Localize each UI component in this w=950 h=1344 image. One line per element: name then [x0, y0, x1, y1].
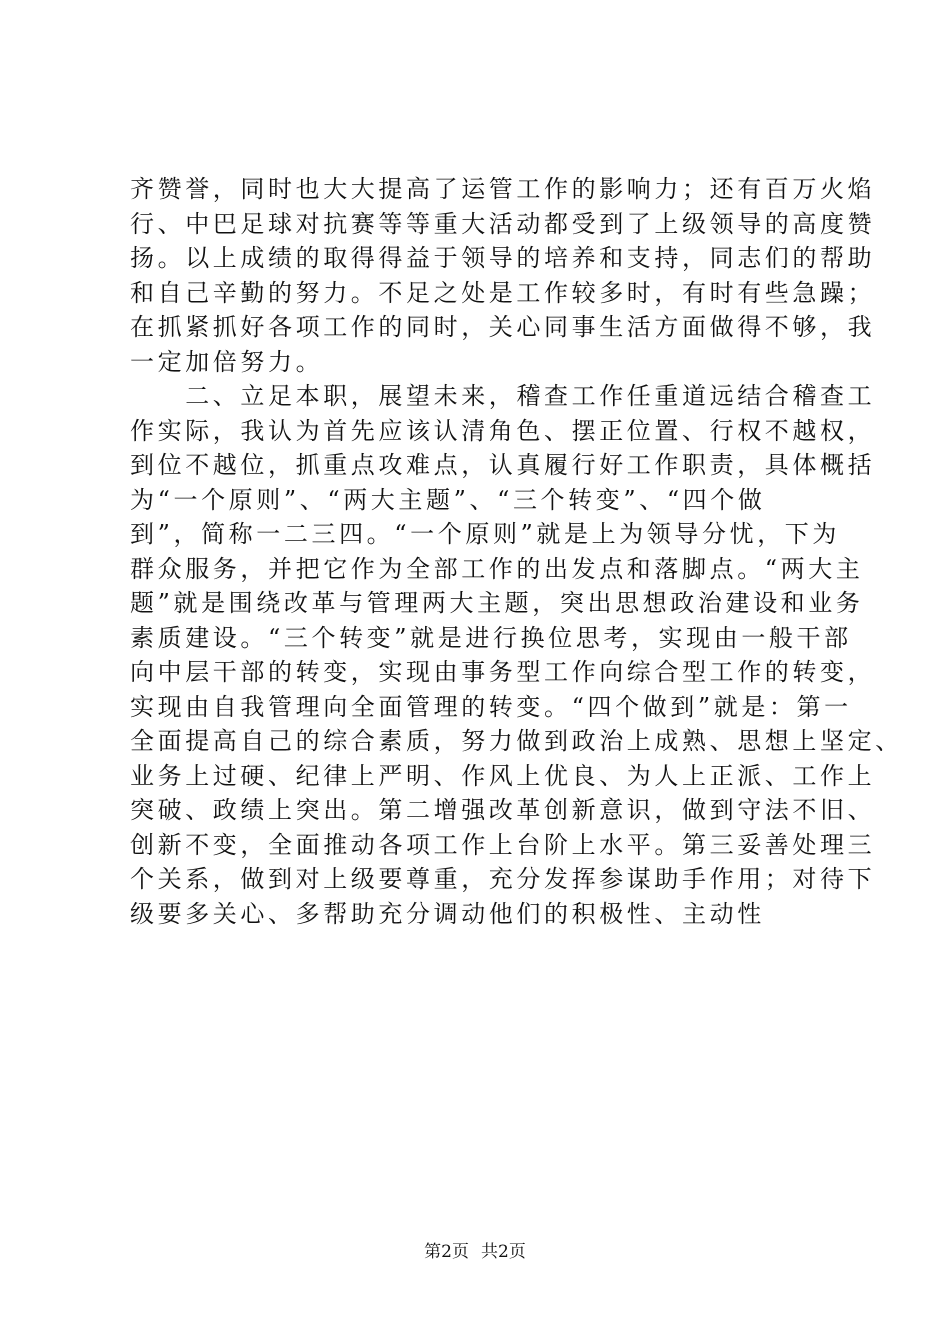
- text-line: 实现由自我管理向全面管理的转变。“四个做到”就是：第一: [130, 692, 852, 721]
- text-line: 业务上过硬、纪律上严明、作风上优良、为人上正派、工作上: [130, 761, 876, 790]
- text-line: 题”就是围绕改革与管理两大主题，突出思想政治建设和业务: [130, 589, 864, 617]
- text-line: 创新不变，全面推动各项工作上台阶上水平。第三妥善处理三: [130, 830, 876, 859]
- page-footer: [0, 1240, 950, 1264]
- text-line: 和自己辛勤的努力。不足之处是工作较多时，有时有些急躁；: [130, 278, 876, 307]
- text-line: 全面提高自己的综合素质，努力做到政治上成熟、思想上坚定、: [130, 727, 903, 755]
- text-line: 突破、政绩上突出。第二增强改革创新意识，做到守法不旧、: [130, 796, 876, 824]
- text-line: 个关系，做到对上级要尊重，充分发挥参谋助手作用；对待下: [130, 865, 876, 893]
- body-text: [130, 172, 903, 931]
- text-line: 齐赞誉，同时也大大提高了运管工作的影响力；还有百万火焰: [130, 175, 876, 203]
- page-number-current: 第2页: [424, 1242, 469, 1262]
- text-line: 一定加倍努力。: [130, 347, 324, 376]
- text-line: 为“一个原则”、“两大主题”、“三个转变”、“四个做: [130, 485, 766, 514]
- text-line: 二、立足本职，展望未来，稽查工作任重道远结合稽查工: [130, 382, 876, 410]
- text-line: 群众服务，并把它作为全部工作的出发点和落脚点。“两大主: [130, 554, 864, 583]
- text-line: 到”，简称一二三四。“一个原则”就是上为领导分忧，下为: [130, 520, 841, 548]
- text-line: 向中层干部的转变，实现由事务型工作向综合型工作的转变，: [130, 658, 876, 686]
- text-line: 作实际，我认为首先应该认清角色、摆正位置、行权不越权，: [130, 416, 876, 445]
- text-line: 行、中巴足球对抗赛等等重大活动都受到了上级领导的高度赞: [130, 209, 876, 238]
- text-line: 到位不越位，抓重点攻难点，认真履行好工作职责，具体概括: [130, 451, 876, 479]
- text-line: 级要多关心、多帮助充分调动他们的积极性、主动性: [130, 899, 765, 928]
- text-line: 在抓紧抓好各项工作的同时，关心同事生活方面做得不够，我: [130, 313, 876, 341]
- page-number-total: 共2页: [481, 1242, 526, 1262]
- text-line: 素质建设。“三个转变”就是进行换位思考，实现由一般干部: [130, 623, 852, 652]
- text-line: 扬。以上成绩的取得得益于领导的培养和支持，同志们的帮助: [130, 244, 876, 272]
